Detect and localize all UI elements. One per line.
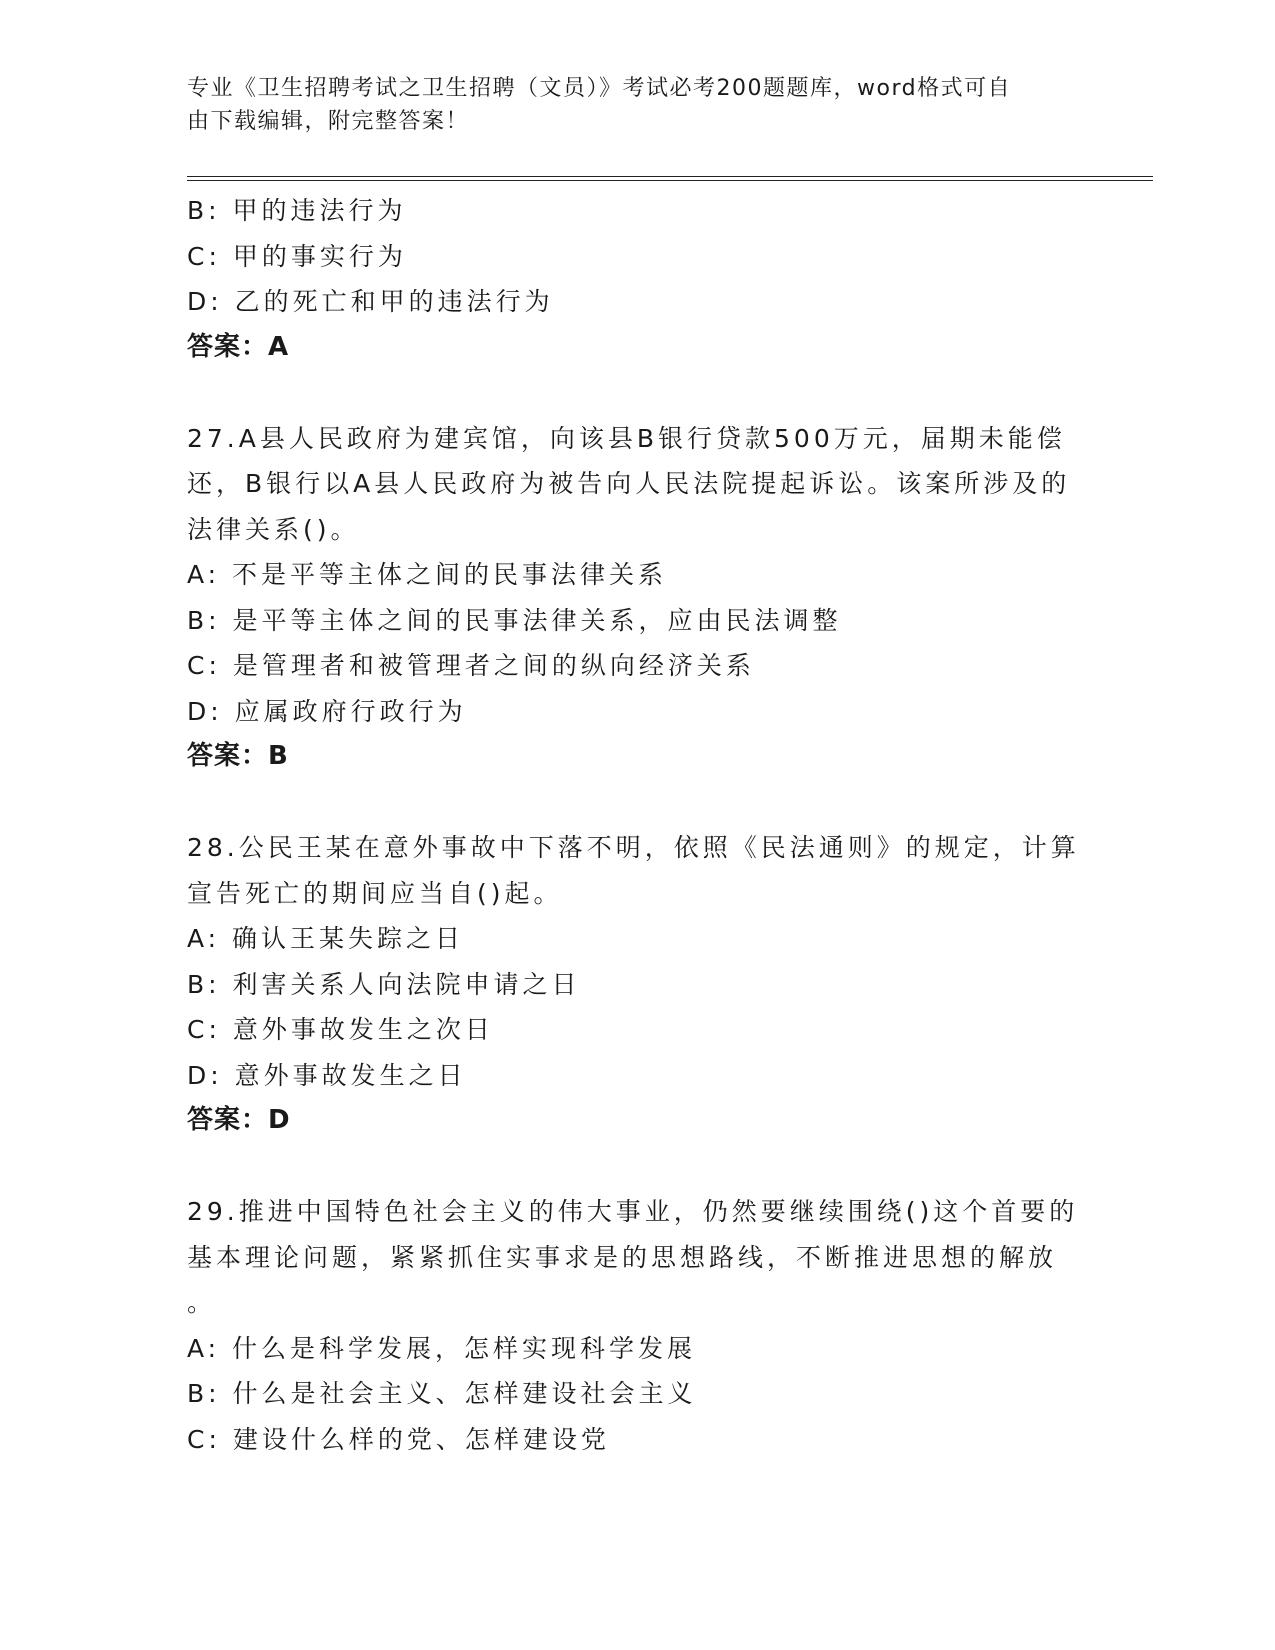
option-b: B: 甲的违法行为	[187, 196, 407, 225]
header-line-1: 专业《卫生招聘考试之卫生招聘（文员）》考试必考200题题库，word格式可自	[187, 76, 1012, 101]
option-c: C: 甲的事实行为	[187, 241, 407, 271]
option-a: A: 不是平等主体之间的民事法律关系	[187, 560, 668, 589]
option-d: D: 应属政府行政行为	[187, 696, 467, 726]
option-d: D: 乙的死亡和甲的违法行为	[187, 287, 554, 316]
question-27	[187, 416, 1087, 780]
header-line-2: 由下载编辑，附完整答案！	[187, 109, 470, 134]
question-content	[187, 188, 1087, 1462]
header-divider	[187, 176, 1153, 181]
question-text-line: 29.推进中国特色社会主义的伟大事业，仍然要继续围绕()这个首要的	[187, 1197, 1079, 1226]
question-26-continued	[187, 188, 1087, 370]
answer-line: 答案：B	[187, 741, 289, 771]
option-b: B: 利害关系人向法院申请之日	[187, 969, 581, 999]
answer-line: 答案：A	[187, 331, 290, 362]
option-b: B: 是平等主体之间的民事法律关系，应由民法调整	[187, 605, 842, 635]
document-header	[187, 72, 1077, 138]
option-a: A: 什么是科学发展，怎样实现科学发展	[187, 1333, 697, 1363]
question-29	[187, 1189, 1087, 1462]
option-c: C: 意外事故发生之次日	[187, 1015, 494, 1044]
option-a: A: 确认王某失踪之日	[187, 924, 465, 953]
spacer	[187, 780, 1087, 826]
question-28	[187, 825, 1087, 1144]
spacer	[187, 370, 1087, 416]
answer-line: 答案：D	[187, 1105, 291, 1135]
question-text-line: 27.A县人民政府为建宾馆，向该县B银行贷款500万元，届期未能偿	[187, 423, 1066, 453]
option-d: D: 意外事故发生之日	[187, 1060, 467, 1090]
spacer	[187, 1144, 1087, 1190]
option-c: C: 是管理者和被管理者之间的纵向经济关系	[187, 651, 755, 680]
question-text-line: 。	[187, 1288, 217, 1317]
question-text-line: 28.公民王某在意外事故中下落不明，依照《民法通则》的规定，计算	[187, 833, 1080, 862]
question-text-line: 宣告死亡的期间应当自()起。	[187, 878, 563, 908]
question-text-line: 还，B银行以A县人民政府为被告向人民法院提起诉讼。该案所涉及的	[187, 469, 1071, 498]
question-text-line: 法律关系()。	[187, 514, 360, 544]
question-text-line: 基本理论问题，紧紧抓住实事求是的思想路线，不断推进思想的解放	[187, 1242, 1058, 1272]
option-c: C: 建设什么样的党、怎样建设党	[187, 1424, 610, 1454]
option-b: B: 什么是社会主义、怎样建设社会主义	[187, 1379, 697, 1408]
